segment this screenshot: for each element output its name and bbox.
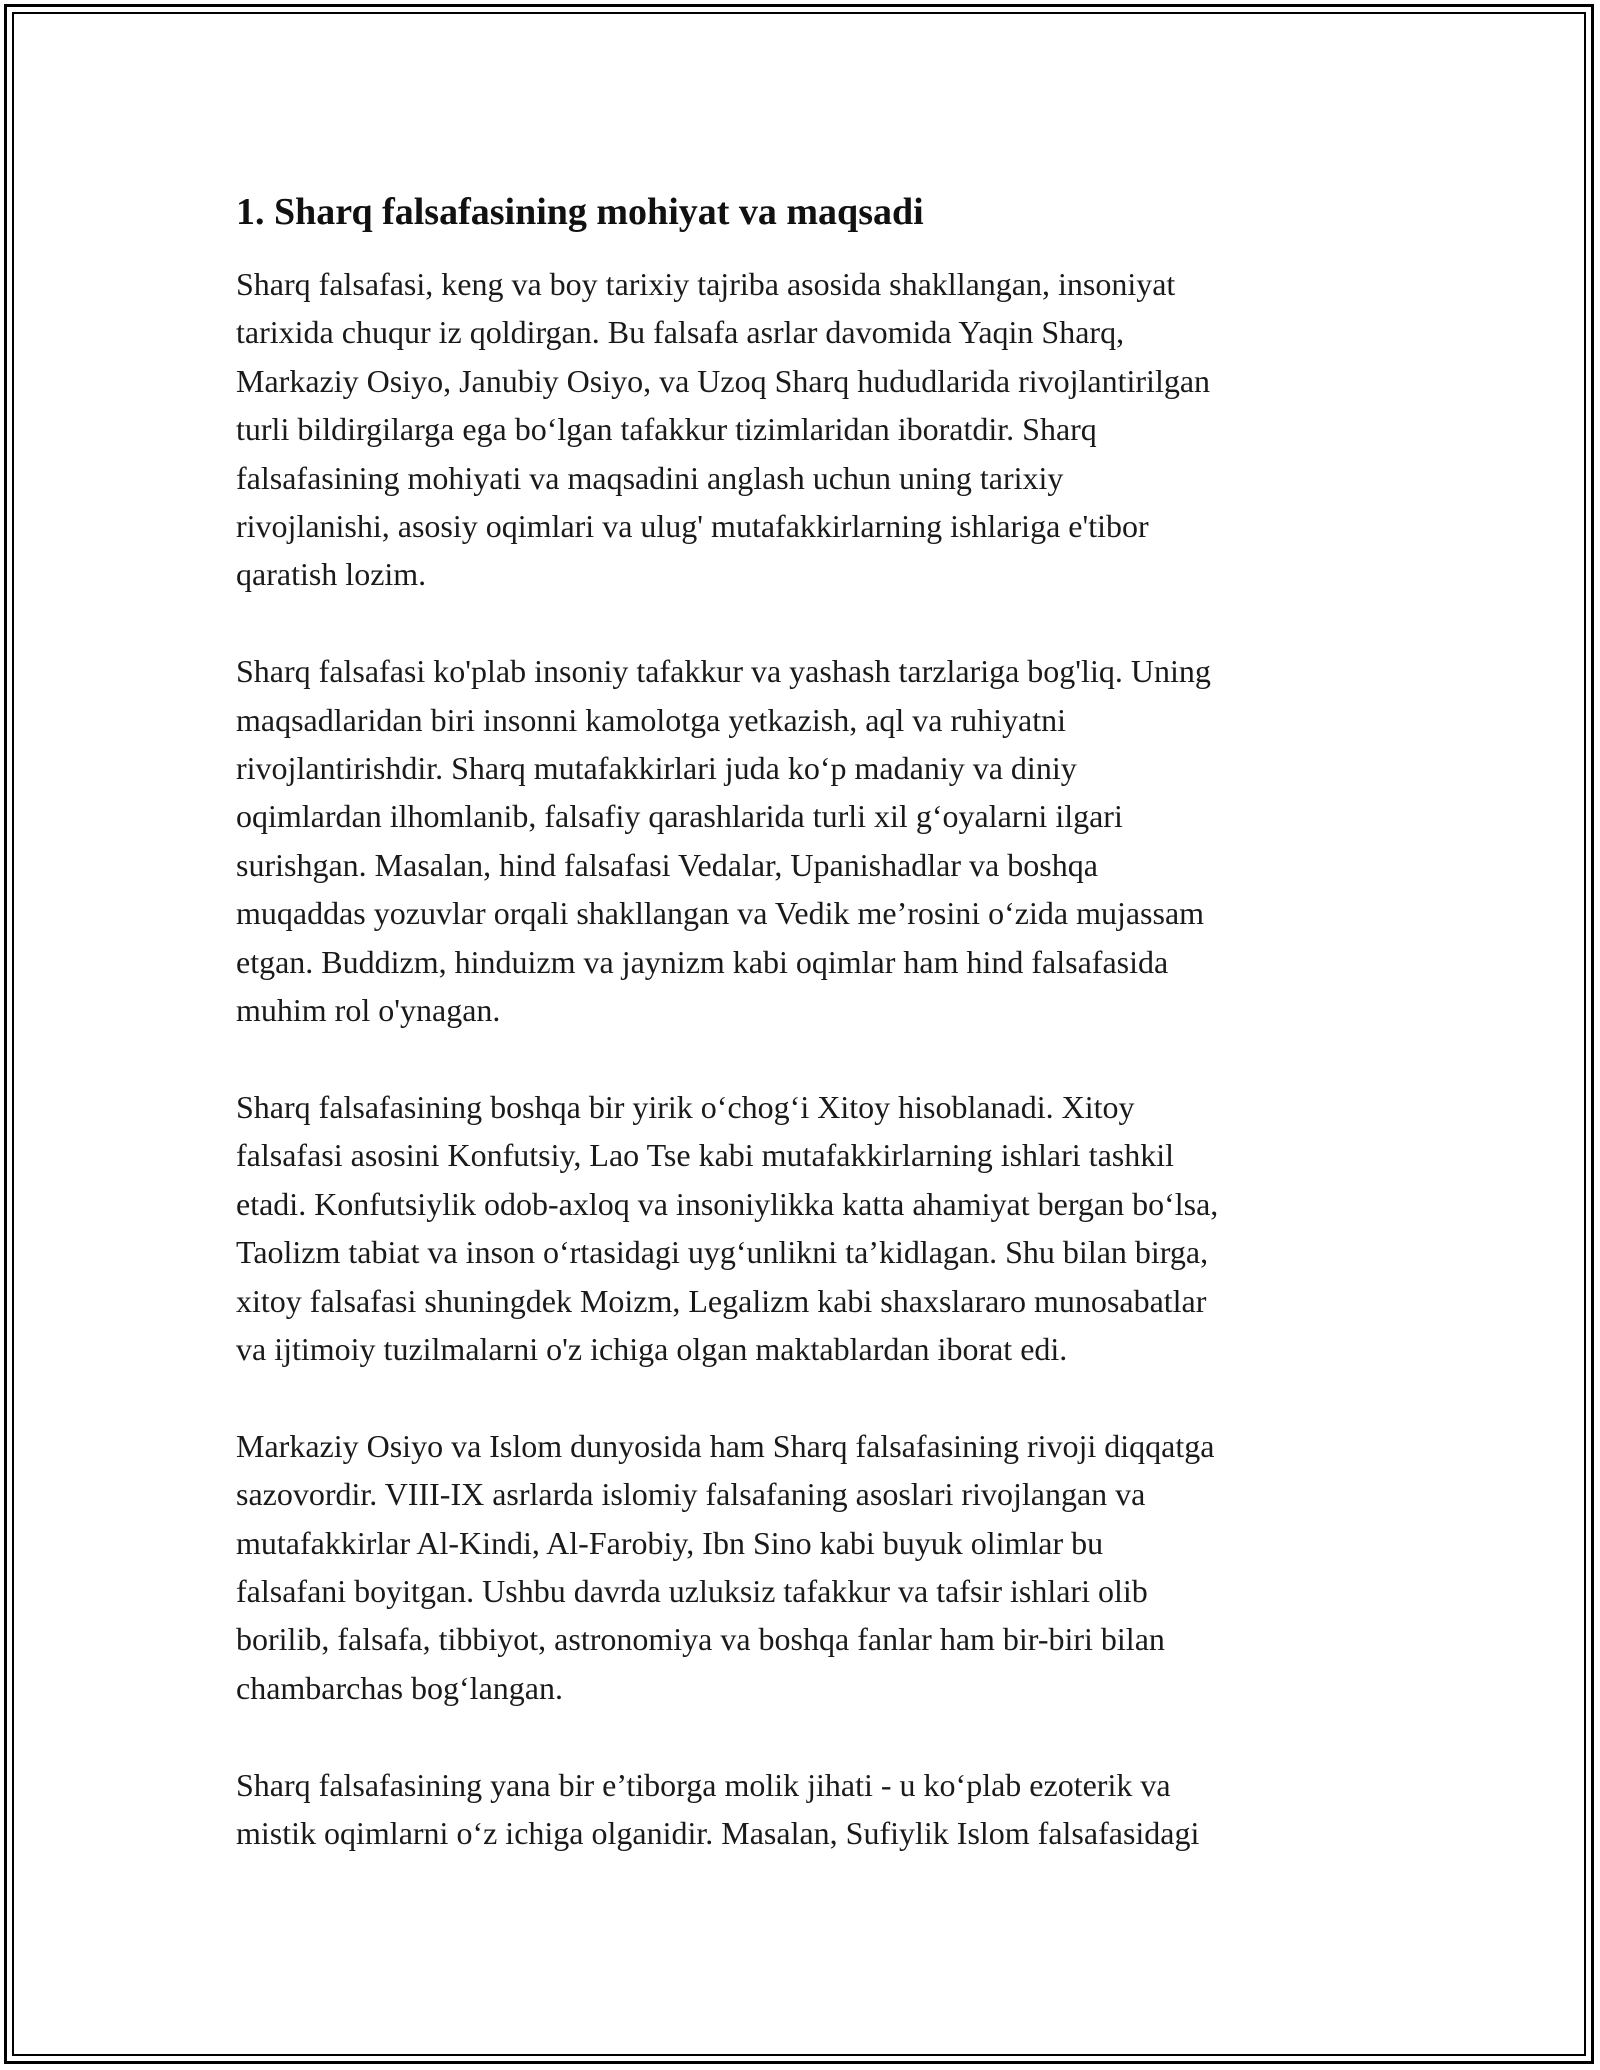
text-line: tarixida chuqur iz qoldirgan. Bu falsafa asrlar davomida Yaqin Sharq, <box>236 314 1125 351</box>
text-line: Sharq falsafasi ko'plab insoniy tafakkur va yashash tarzlariga bog'liq. Uning <box>236 653 1211 690</box>
text-line: mutafakkirlar Al-Kindi, Al-Farobiy, Ibn Sino kabi buyuk olimlar bu <box>236 1524 1104 1561</box>
text-line: Sharq falsafasi, keng va boy tarixiy tajriba asosida shakllangan, insoniyat <box>236 266 1176 302</box>
text-line: oqimlardan ilhomlanib, falsafiy qarashlarida turli xil g‘oyalarni ilgari <box>236 798 1123 835</box>
text-line: muqaddas yozuvlar orqali shakllangan va Vedik me’rosini o‘zida mujassam <box>236 895 1205 932</box>
text-line: falsafasining mohiyati va maqsadini anglash uchun uning tarixiy <box>236 459 1064 496</box>
text-line: xitoy falsafasi shuningdek Moizm, Legalizm kabi shaxslararo munosabatlar <box>236 1282 1207 1319</box>
text-line: muhim rol o'ynagan. <box>236 992 501 1029</box>
text-line: va ijtimoiy tuzilmalarni o'z ichiga olgan maktablardan iborat edi. <box>236 1330 1068 1367</box>
text-line: mistik oqimlarni o‘z ichiga olganidir. Masalan, Sufiylik Islom falsafasidagi <box>236 1814 1200 1851</box>
text-line: Sharq falsafasining yana bir e’tiborga molik jihati - u ko‘plab ezoterik va <box>236 1766 1171 1803</box>
section-heading: 1. Sharq falsafasining mohiyat va maqsadi <box>236 191 924 233</box>
text-line: maqsadlaridan biri insonni kamolotga yetkazish, aql va ruhiyatni <box>236 701 1067 738</box>
paragraph <box>236 647 1386 1034</box>
text-line: borilib, falsafa, tibbiyot, astronomiya va boshqa fanlar ham bir-biri bilan <box>236 1621 1165 1658</box>
text-line: Markaziy Osiyo va Islom dunyosida ham Sharq falsafasining rivoji diqqatga <box>236 1427 1215 1464</box>
paragraph <box>236 1083 1386 1373</box>
paragraph <box>236 1761 1386 1858</box>
text-line: qaratish lozim. <box>236 556 427 593</box>
text-line: Markaziy Osiyo, Janubiy Osiyo, va Uzoq Sharq hududlarida rivojlantirilgan <box>236 362 1211 399</box>
text-line: Taolizm tabiat va inson o‘rtasidagi uyg‘unlikni ta’kidlagan. Shu bilan birga, <box>236 1234 1209 1271</box>
text-line: etadi. Konfutsiylik odob-axloq va insoniylikka katta ahamiyat bergan bo‘lsa, <box>236 1185 1219 1222</box>
text-line: surishgan. Masalan, hind falsafasi Vedalar, Upanishadlar va boshqa <box>236 846 1098 883</box>
text-line: sazovordir. VIII-IX asrlarda islomiy falsafaning asoslari rivojlangan va <box>236 1476 1146 1513</box>
document-body <box>236 188 1386 1906</box>
text-line: falsafasi asosini Konfutsiy, Lao Tse kabi mutafakkirlarning ishlari tashkil <box>236 1137 1174 1174</box>
text-line: falsafani boyitgan. Ushbu davrda uzluksiz tafakkur va tafsir ishlari olib <box>236 1572 1148 1609</box>
text-line: etgan. Buddizm, hinduizm va jaynizm kabi oqimlar ham hind falsafasida <box>236 943 1169 980</box>
paragraph <box>236 260 1386 599</box>
paragraph <box>236 1422 1386 1712</box>
text-line: rivojlantirishdir. Sharq mutafakkirlari juda ko‘p madaniy va diniy <box>236 750 1077 787</box>
text-line: rivojlanishi, asosiy oqimlari va ulug' mutafakkirlarning ishlariga e'tibor <box>236 508 1149 545</box>
text-line: chambarchas bog‘langan. <box>236 1669 563 1706</box>
text-line: Sharq falsafasining boshqa bir yirik o‘chog‘i Xitoy hisoblanadi. Xitoy <box>236 1088 1135 1125</box>
text-line: turli bildirgilarga ega bo‘lgan tafakkur tizimlaridan iboratdir. Sharq <box>236 411 1097 448</box>
